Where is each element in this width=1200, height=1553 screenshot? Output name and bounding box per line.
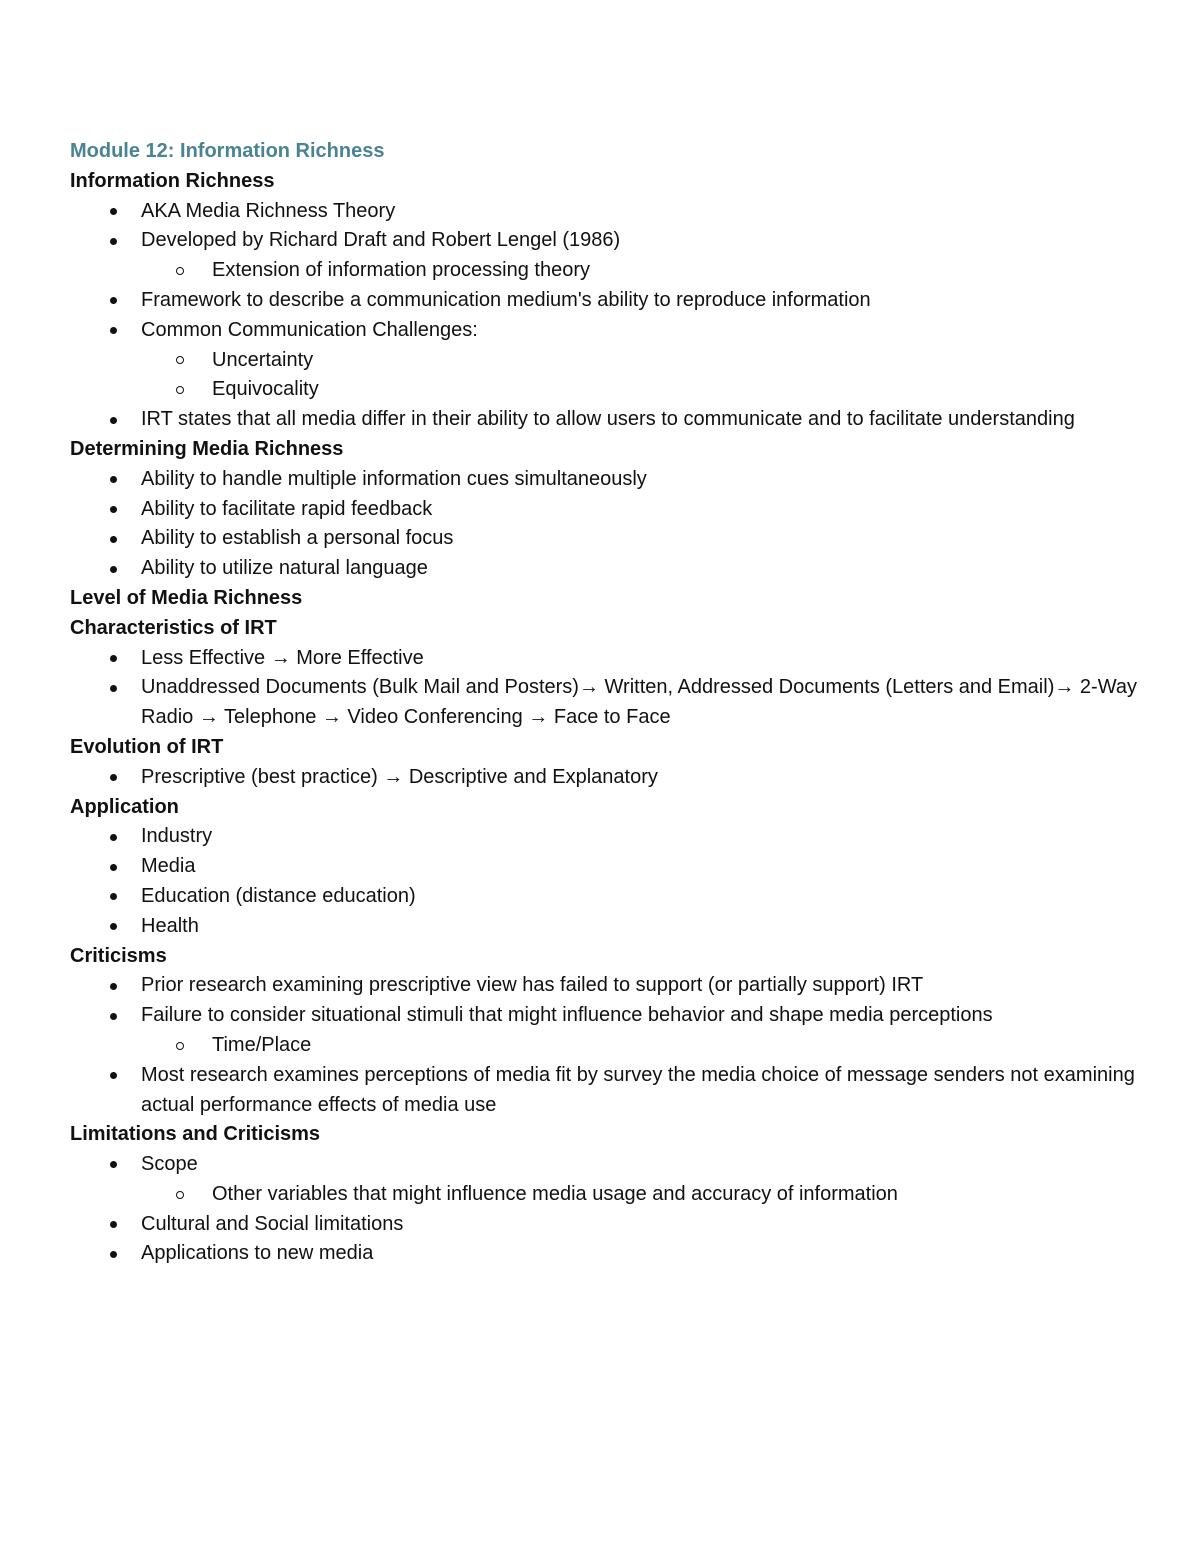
list-item <box>70 197 1150 227</box>
list-item <box>70 524 1150 554</box>
list-item <box>70 286 1150 316</box>
bullet-icon <box>110 912 117 942</box>
sub-list-item <box>70 1031 1150 1061</box>
list-item <box>70 644 1150 674</box>
list-item <box>70 882 1150 912</box>
list-item-text: Ability to establish a personal focus <box>141 527 454 550</box>
list-item-text: Developed by Richard Draft and Robert Lengel (1986) <box>141 229 621 252</box>
list-item <box>70 495 1150 525</box>
list-item <box>70 316 1150 346</box>
list-item-text: Scope <box>141 1153 198 1176</box>
bullet-list <box>70 465 1150 584</box>
list-item-text: Framework to describe a communication medium's ability to reproduce information <box>141 288 871 311</box>
list-item-text: Cultural and Social limitations <box>141 1212 404 1235</box>
list-item-text: Ability to utilize natural language <box>141 557 428 580</box>
list-item-text: Industry <box>141 825 213 848</box>
bullet-icon <box>110 286 117 316</box>
list-item-text: Less Effective → More Effective <box>141 646 424 669</box>
list-item <box>70 971 1150 1001</box>
bullet-icon <box>110 316 117 346</box>
list-item <box>70 1239 1150 1269</box>
list-item-text: Health <box>141 914 199 937</box>
bullet-list <box>70 197 1150 435</box>
list-item <box>70 822 1150 852</box>
bullet-icon <box>110 1150 117 1180</box>
list-item-text: Uncertainty <box>212 348 314 371</box>
list-item-text: Education (distance education) <box>141 884 416 907</box>
bullet-list <box>70 1150 1150 1269</box>
hollow-bullet-icon <box>176 375 184 405</box>
list-item-text: Unaddressed Documents (Bulk Mail and Posters)→ Written, Addressed Documents (Letters and Email)→ 2-Way Radio → Telephone → Video Conferencing → Face to Face <box>141 676 1137 729</box>
list-item-text: Prescriptive (best practice) → Descriptive and Explanatory <box>141 765 658 788</box>
bullet-icon <box>110 1061 117 1091</box>
bullet-list <box>70 644 1150 733</box>
bullet-icon <box>110 644 117 674</box>
hollow-bullet-icon <box>176 1031 184 1061</box>
bullet-icon <box>110 673 117 703</box>
list-item <box>70 554 1150 584</box>
bullet-icon <box>110 405 117 435</box>
list-item <box>70 1210 1150 1240</box>
hollow-bullet-icon <box>176 256 184 286</box>
section-heading: Determining Media Richness <box>70 437 344 460</box>
bullet-icon <box>110 226 117 256</box>
section-heading: Criticisms <box>70 944 167 967</box>
list-item-text: Ability to handle multiple information cues simultaneously <box>141 467 647 490</box>
list-item <box>70 405 1150 435</box>
bullet-list <box>70 763 1150 793</box>
list-item-text: Time/Place <box>212 1033 312 1056</box>
list-item <box>70 1150 1150 1180</box>
list-item <box>70 763 1150 793</box>
hollow-bullet-icon <box>176 1180 184 1210</box>
document-title: Module 12: Information Richness <box>70 140 385 162</box>
bullet-icon <box>110 882 117 912</box>
sub-list-item <box>70 375 1150 405</box>
section-heading: Limitations and Criticisms <box>70 1123 321 1146</box>
bullet-icon <box>110 822 117 852</box>
bullet-icon <box>110 852 117 882</box>
list-item <box>70 852 1150 882</box>
bullet-icon <box>110 465 117 495</box>
section-heading: Application <box>70 795 179 818</box>
bullet-icon <box>110 554 117 584</box>
list-item-text: Applications to new media <box>141 1242 374 1265</box>
bullet-icon <box>110 197 117 227</box>
list-item-text: Extension of information processing theory <box>212 259 590 282</box>
sub-list-item <box>70 346 1150 376</box>
bullet-icon <box>110 495 117 525</box>
list-item-text: IRT states that all media differ in their ability to allow users to communicate and to facilitate understanding <box>141 408 1075 431</box>
section-heading: Level of Media Richness <box>70 586 303 609</box>
list-item-text: Other variables that might influence media usage and accuracy of information <box>212 1182 898 1205</box>
list-item <box>70 226 1150 256</box>
list-item-text: AKA Media Richness Theory <box>141 199 396 222</box>
bullet-icon <box>110 971 117 1001</box>
list-item-text: Common Communication Challenges: <box>141 318 478 341</box>
section-heading: Information Richness <box>70 169 275 192</box>
list-item-text: Ability to facilitate rapid feedback <box>141 497 433 520</box>
sub-list-item <box>70 256 1150 286</box>
list-item <box>70 673 1150 733</box>
list-item-text: Media <box>141 855 196 878</box>
hollow-bullet-icon <box>176 346 184 376</box>
list-item <box>70 1061 1150 1121</box>
list-item-text: Equivocality <box>212 378 319 401</box>
bullet-list <box>70 822 1150 941</box>
list-item <box>70 465 1150 495</box>
list-item-text: Prior research examining prescriptive view has failed to support (or partially support) IRT <box>141 974 924 997</box>
bullet-icon <box>110 1210 117 1240</box>
sub-list-item <box>70 1180 1150 1210</box>
list-item-text: Failure to consider situational stimuli that might influence behavior and shape media perceptions <box>141 1004 993 1027</box>
section-heading: Characteristics of IRT <box>70 616 277 639</box>
document-body <box>70 167 1150 1269</box>
list-item <box>70 1001 1150 1031</box>
document-page <box>70 137 1150 1269</box>
list-item-text: Most research examines perceptions of media fit by survey the media choice of message senders not examining actual performance effects of media use <box>141 1063 1135 1116</box>
bullet-icon <box>110 524 117 554</box>
bullet-icon <box>110 1239 117 1269</box>
bullet-list <box>70 971 1150 1120</box>
bullet-icon <box>110 763 117 793</box>
list-item <box>70 912 1150 942</box>
section-heading: Evolution of IRT <box>70 735 224 758</box>
bullet-icon <box>110 1001 117 1031</box>
